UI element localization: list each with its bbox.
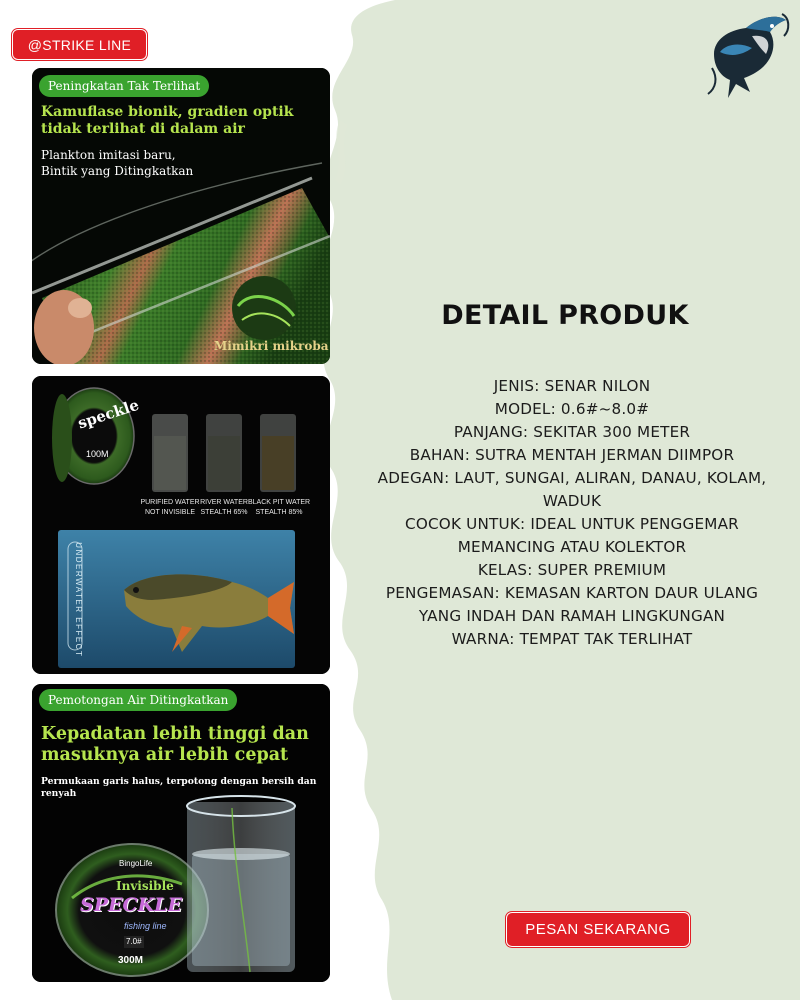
product-detail-line: MODEL: 0.6#~8.0# <box>494 400 650 418</box>
spool-size-text: 7.0# <box>126 937 142 946</box>
spool-length-text: 100M <box>86 449 109 459</box>
product-detail-line: ADEGAN: LAUT, SUNGAI, ALIRAN, DANAU, KOLAM, <box>377 469 767 487</box>
spool-brand: BingoLife <box>119 859 153 868</box>
feature-title: Kepadatan lebih tinggi dan masuknya air lebih cepat <box>41 724 309 765</box>
product-detail-line: PENGEMASAN: KEMASAN KARTON DAUR ULANG <box>385 584 759 602</box>
spool-length-text: 300M <box>118 955 144 966</box>
spool-invisible-text: Invisible <box>116 879 174 893</box>
feature-caption: Mimikri mikroba <box>214 339 329 353</box>
product-details-title: DETAIL PRODUK <box>441 300 689 331</box>
product-detail-line: BAHAN: SUTRA MENTAH JERMAN DIIMPOR <box>409 446 735 464</box>
feature-card-invisible <box>32 68 330 364</box>
feature-tag: Pemotongan Air Ditingkatkan <box>39 689 237 711</box>
spool-name-text: SPECKLE <box>80 894 182 916</box>
feature-title: Kamuflase bionik, gradien optik tidak terlihat di dalam air <box>41 104 294 137</box>
glass-label-purified: PURIFIED WATER NOT INVISIBLE <box>140 499 200 517</box>
feature-subtitle: Plankton imitasi baru, Bintik yang Ditingkatkan <box>41 148 194 178</box>
spool-brand-text: speckle <box>75 395 142 433</box>
product-detail-line: YANG INDAH DAN RAMAH LINGKUNGAN <box>418 607 726 625</box>
product-detail-line: MEMANCING ATAU KOLEKTOR <box>457 538 687 556</box>
product-detail-line: KELAS: SUPER PREMIUM <box>477 561 667 579</box>
product-detail-line: JENIS: SENAR NILON <box>493 377 651 395</box>
feature-card-water-cutting <box>32 684 330 982</box>
order-now-button[interactable]: PESAN SEKARANG <box>506 912 690 947</box>
product-detail-line: WADUK <box>542 492 602 510</box>
spool-sub-text: fishing line <box>124 921 167 931</box>
product-detail-line: WARNA: TEMPAT TAK TERLIHAT <box>451 630 693 648</box>
product-detail-line: COCOK UNTUK: IDEAL UNTUK PENGGEMAR <box>405 515 739 533</box>
brand-badge: @STRIKE LINE <box>12 29 147 60</box>
product-detail-line: PANJANG: SEKITAR 300 METER <box>453 423 691 441</box>
glass-label-blackpit: BLACK PIT WATER STEALTH 85% <box>248 499 311 517</box>
feature-subtitle: Permukaan garis halus, terpotong dengan bersih dan renyah <box>41 776 317 799</box>
underwater-effect-label: UNDERWATER EFFECT <box>73 542 83 658</box>
feature-tag: Peningkatan Tak Terlihat <box>39 75 209 97</box>
product-details-list <box>352 375 792 651</box>
glass-label-river: RIVER WATER STEALTH 65% <box>200 499 248 517</box>
fish-logo-icon <box>706 8 790 100</box>
feature-card-stealth <box>32 376 330 674</box>
